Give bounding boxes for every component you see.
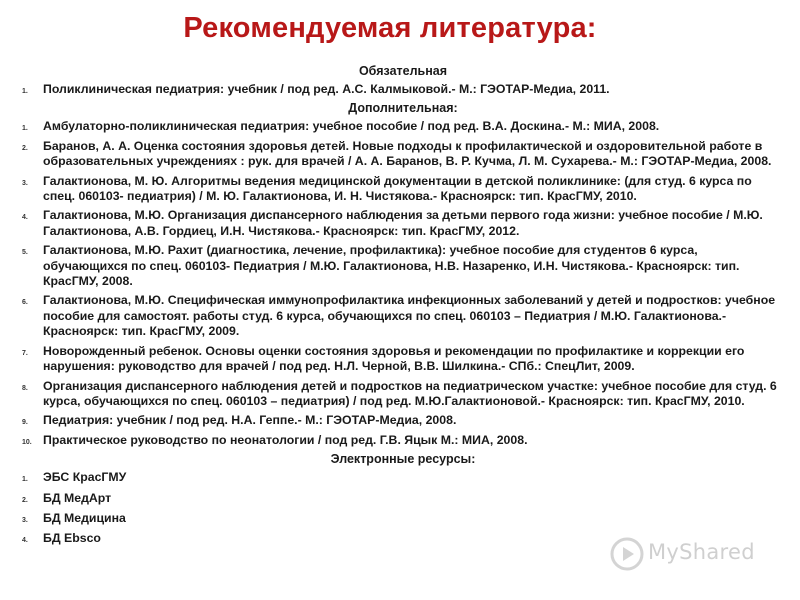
- list-number: 2.: [22, 144, 28, 152]
- list-number: 8.: [22, 384, 28, 392]
- list-number: 4.: [22, 537, 28, 545]
- list-item-text: Галактионова, М. Ю. Алгоритмы ведения медицинской документации в детской поликлинике: (для студ. 6 курса по спец. 060103- педиатрия) / М. Ю. Галактионова, И. Н. Чистякова.- Красноярск: тип. КрасГМУ, 2010.: [43, 173, 752, 204]
- watermark-text: MyShared: [648, 540, 755, 564]
- list-item: [22, 208, 784, 239]
- list-number: 5.: [22, 249, 28, 257]
- list-number: 2.: [22, 496, 28, 504]
- list-item-text: Галактионова, М.Ю. Специфическая иммунопрофилактика инфекционных заболеваний у детей и подростков: учебное пособие для самостоят. работы студ. 6 курса, обучающихся по спец. 060103 – Педиатрия / М.Ю. Галактионова.- Красноярск: тип. КрасГМУ, 2009.: [43, 293, 776, 339]
- list-item: [22, 433, 784, 448]
- list-item: [22, 491, 784, 506]
- section-heading-electronic: Электронные ресурсы:: [330, 452, 476, 467]
- list-item-text: Педиатрия: учебник / под ред. Н.А. Геппе.- М.: ГЭОТАР-Медиа, 2008.: [43, 413, 457, 428]
- list-number: 4.: [22, 214, 28, 222]
- list-item-text: Организация диспансерного наблюдения детей и подростков на педиатрическом участке: учебное пособие для студ. 6 курса, обучающихся по спец. 060103 – педиатрия) / под ред. М.Ю.Галактионовой.- Красноярск: тип. КрасГМУ, 2010.: [43, 378, 777, 408]
- list-item-text: Галактионова, М.Ю. Рахит (диагностика, лечение, профилактика): учебное пособие для студентов 6 курса, обучающихся по спец. 060103- Педиатрия / М.Ю. Галактионова, Н.В. Назаренко, И.Н. Чистякова.- Красноярск: тип. КрасГМУ, 2008.: [43, 243, 740, 289]
- list-number: 9.: [22, 419, 28, 427]
- list-item-text: Амбулаторно-поликлиническая педиатрия: учебное пособие / под ред. В.А. Доскина.- М.: МИА, 2008.: [43, 119, 660, 134]
- list-number: 1.: [22, 125, 28, 133]
- list-number: 10.: [22, 438, 32, 446]
- section-heading-additional: Дополнительная:: [348, 101, 458, 116]
- list-number: 3.: [22, 179, 28, 187]
- bibliography: [22, 62, 784, 552]
- list-number: 6.: [22, 299, 28, 307]
- page-title: Рекомендуемая литература:: [183, 12, 597, 44]
- list-item: [22, 470, 784, 485]
- list-item: [22, 413, 784, 428]
- list-item: [22, 243, 784, 289]
- list-item: [22, 511, 784, 526]
- list-number: 7.: [22, 349, 28, 357]
- list-number: 1.: [22, 88, 28, 95]
- list-item-text: Баранов, А. А. Оценка состояния здоровья детей. Новые подходы к профилактической и оздоровительной работе в образовательных учреждениях : рук. для врачей / А. А. Баранов, В. Р. Кучма, Л. М. Сухарева.- М.: ГЭОТАР-Медиа, 2008.: [43, 138, 772, 169]
- list-item: [22, 344, 784, 375]
- list-item-text: БД Медицина: [43, 510, 126, 525]
- list-item-text: Поликлиническая педиатрия: учебник / под ред. А.С. Калмыковой.- М.: ГЭОТАР-Медиа, 2011.: [43, 82, 610, 96]
- list-number: 1.: [22, 476, 28, 484]
- list-item-text: Галактионова, М.Ю. Организация диспансерного наблюдения за детьми первого года жизни: учебное пособие / М.Ю. Галактионова, А.В. Гордиец, И.Н. Чистякова.- Красноярск: тип. КрасГМУ, 2012.: [43, 208, 763, 238]
- list-item-text: ЭБС КрасГМУ: [43, 470, 127, 485]
- list-item: [22, 379, 784, 410]
- list-item-text: Практическое руководство по неонатологии / под ред. Г.В. Яцык М.: МИА, 2008.: [43, 432, 528, 447]
- list-item: [22, 119, 784, 134]
- list-number: 3.: [22, 516, 28, 524]
- myshared-watermark: [610, 537, 790, 573]
- section-heading-required: Обязательная: [358, 64, 448, 78]
- list-item: [22, 293, 784, 339]
- list-item-text: БД МедАрт: [43, 490, 112, 505]
- list-item-text: Новорожденный ребенок. Основы оценки состояния здоровья и рекомендации по профилактике и коррекции его нарушения: руководство для врачей / под ред. Н.Л. Черной, В.В. Шилкина.- СПб.: СпецЛит, 2009.: [43, 343, 745, 374]
- list-item: [22, 174, 784, 205]
- list-item: [22, 82, 784, 97]
- list-item: [22, 139, 784, 170]
- myshared-logo-icon: [610, 537, 644, 571]
- list-item-text: БД Ebsco: [43, 531, 101, 546]
